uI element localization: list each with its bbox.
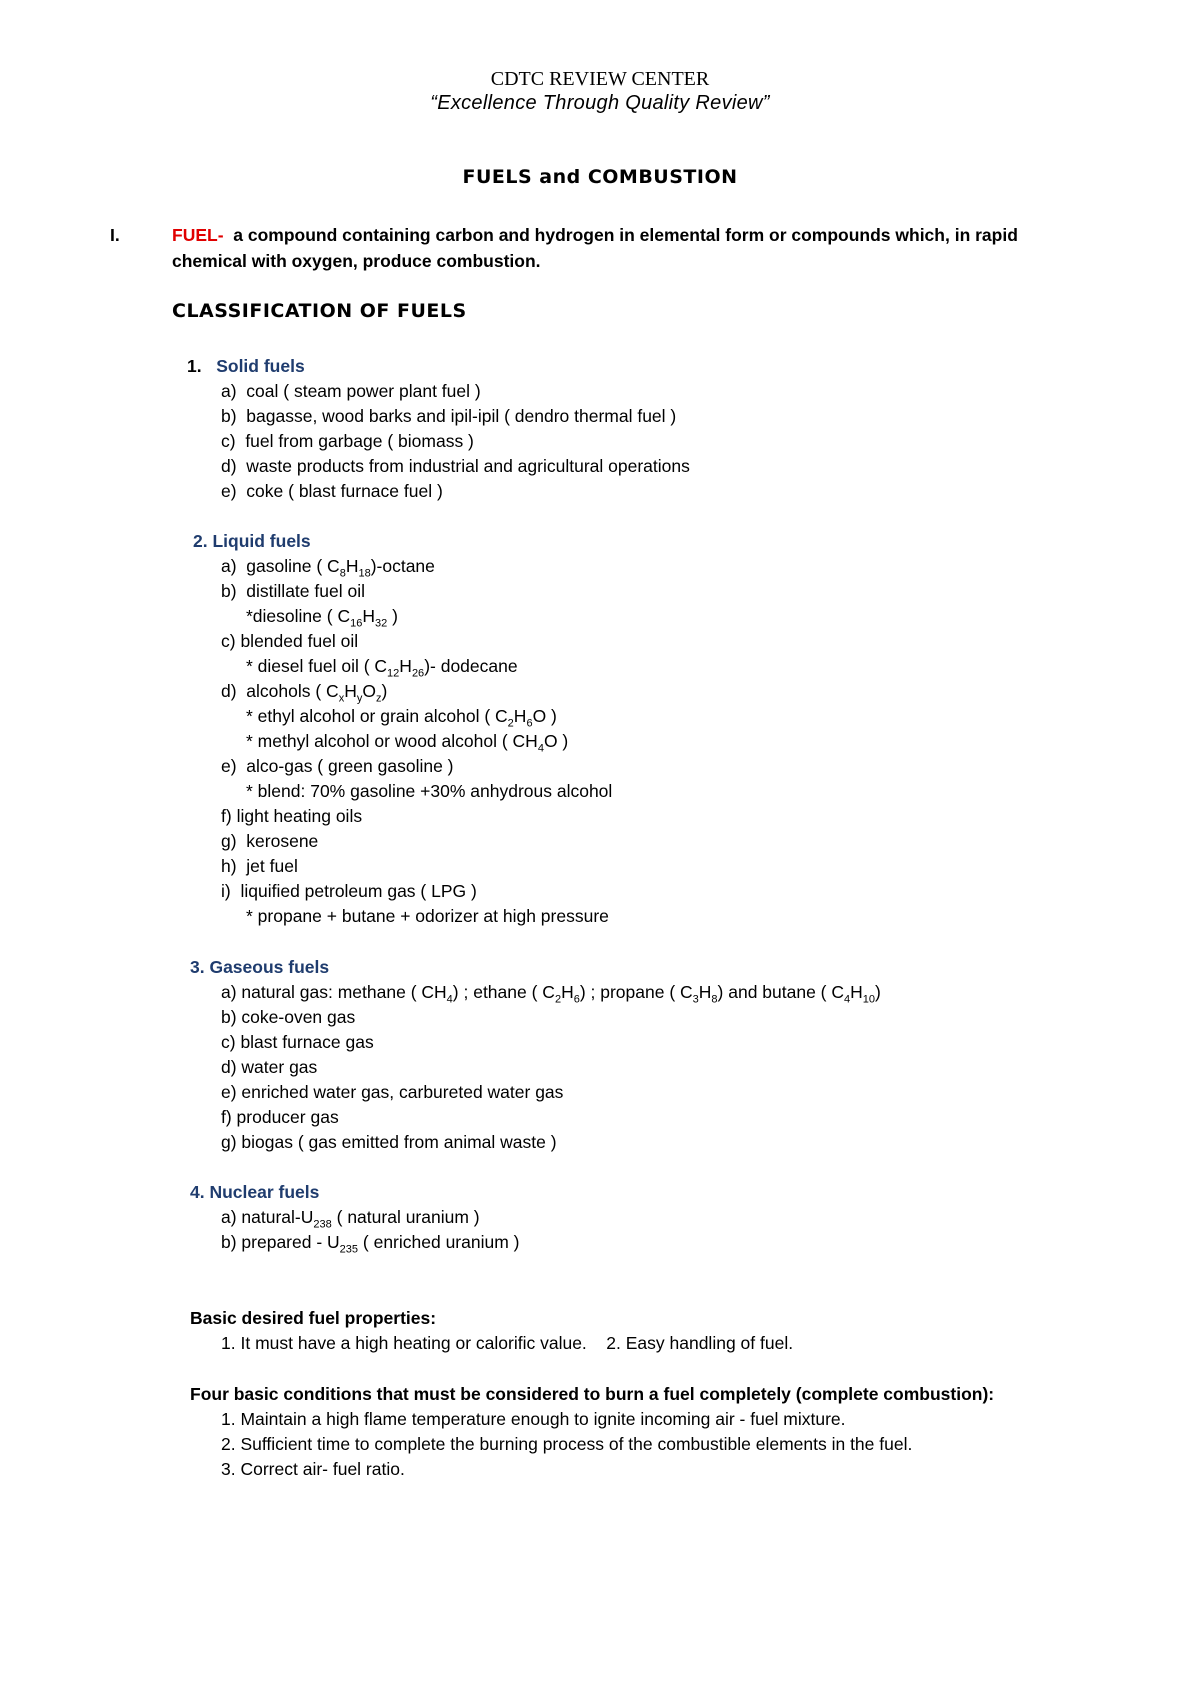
solid-fuel-item: c) fuel from garbage ( biomass ) [221,431,474,451]
liquid-item-g: g) kerosene [221,831,319,851]
section-numeral: I. [110,225,120,245]
liquid-fuels-heading: 2. Liquid fuels [193,531,311,551]
solid-fuel-item: b) bagasse, wood barks and ipil-ipil ( dendro thermal fuel ) [221,406,677,426]
gaseous-fuel-item: g) biogas ( gas emitted from animal waste ) [221,1132,557,1152]
classification-heading: CLASSIFICATION OF FUELS [172,300,467,322]
solid-fuels-heading: 1. Solid fuels [187,356,305,376]
conditions-heading: Four basic conditions that must be considered to burn a fuel completely (complete combustion): [190,1384,995,1404]
gaseous-fuel-item: b) coke-oven gas [221,1007,356,1027]
gaseous-fuel-item: f) producer gas [221,1107,339,1127]
condition-item: 3. Correct air- fuel ratio. [221,1459,405,1479]
org-motto: “Excellence Through Quality Review” [430,92,770,114]
liquid-item-d: d) alcohols ( $C_xH_yO_z$) [221,681,388,705]
definition-line-2: chemical with oxygen, produce combustion. [172,251,541,271]
solid-fuel-item: e) coke ( blast furnace fuel ) [221,481,443,501]
liquid-item-d-sub-2: * methyl alcohol or wood alcohol ( $CH_4O$ ) [246,731,569,755]
liquid-item-f: f) light heating oils [221,806,363,826]
org-name: CDTC REVIEW CENTER [490,68,710,90]
liquid-item-i: i) liquified petroleum gas ( LPG ) [221,881,477,901]
liquid-item-e-sub: * blend: 70% gasoline +30% anhydrous alcohol [246,781,613,801]
nuclear-item-a: a) natural-$U_{238}$ ( natural uranium ) [221,1207,480,1231]
liquid-item-e: e) alco-gas ( green gasoline ) [221,756,454,776]
definition-text: a compound containing carbon and hydrogen in elemental form or compounds which, in rapid [233,225,1018,245]
liquid-item-b-sub: *diesoline ( $C_{16}H_{32}$ ) [246,606,398,630]
nuclear-item-b: b) prepared - $U_{235}$ ( enriched uranium ) [221,1232,520,1256]
liquid-item-b: b) distillate fuel oil [221,581,365,601]
liquid-item-a: a) gasoline ( $C_8H_{18}$)-octane [221,556,435,580]
properties-items: 1. It must have a high heating or calorific value. 2. Easy handling of fuel. [221,1333,794,1353]
condition-item: 2. Sufficient time to complete the burning process of the combustible elements in the fuel. [221,1434,913,1454]
liquid-item-c: c) blended fuel oil [221,631,359,651]
liquid-item-d-sub-1: * ethyl alcohol or grain alcohol ( $C_2H_6O$ ) [246,706,557,730]
gaseous-fuels-heading: 3. Gaseous fuels [190,957,330,977]
gaseous-fuel-item: d) water gas [221,1057,318,1077]
condition-item: 1. Maintain a high flame temperature enough to ignite incoming air - fuel mixture. [221,1409,846,1429]
liquid-item-c-sub: * diesel fuel oil ( $C_{12}H_{26})-$ dodecane [246,656,518,680]
liquid-item-h: h) jet fuel [221,856,298,876]
gaseous-item-a: a) natural gas: methane ( $CH_4$) ; ethane ( $C_2H_6$) ; propane ( $C_3H_8$) and butane ( $C_4H_{10}$) [221,982,881,1006]
definition-line-1 [172,224,1018,246]
page-title: FUELS and COMBUSTION [462,166,738,188]
definition-term: FUEL- [172,225,224,245]
gaseous-fuel-item: c) blast furnace gas [221,1032,374,1052]
solid-fuel-item: d) waste products from industrial and agricultural operations [221,456,690,476]
liquid-item-i-sub: * propane + butane + odorizer at high pressure [246,906,609,926]
gaseous-fuel-item: e) enriched water gas, carbureted water gas [221,1082,564,1102]
solid-fuel-item: a) coal ( steam power plant fuel ) [221,381,481,401]
properties-heading: Basic desired fuel properties: [190,1308,437,1328]
nuclear-fuels-heading: 4. Nuclear fuels [190,1182,320,1202]
